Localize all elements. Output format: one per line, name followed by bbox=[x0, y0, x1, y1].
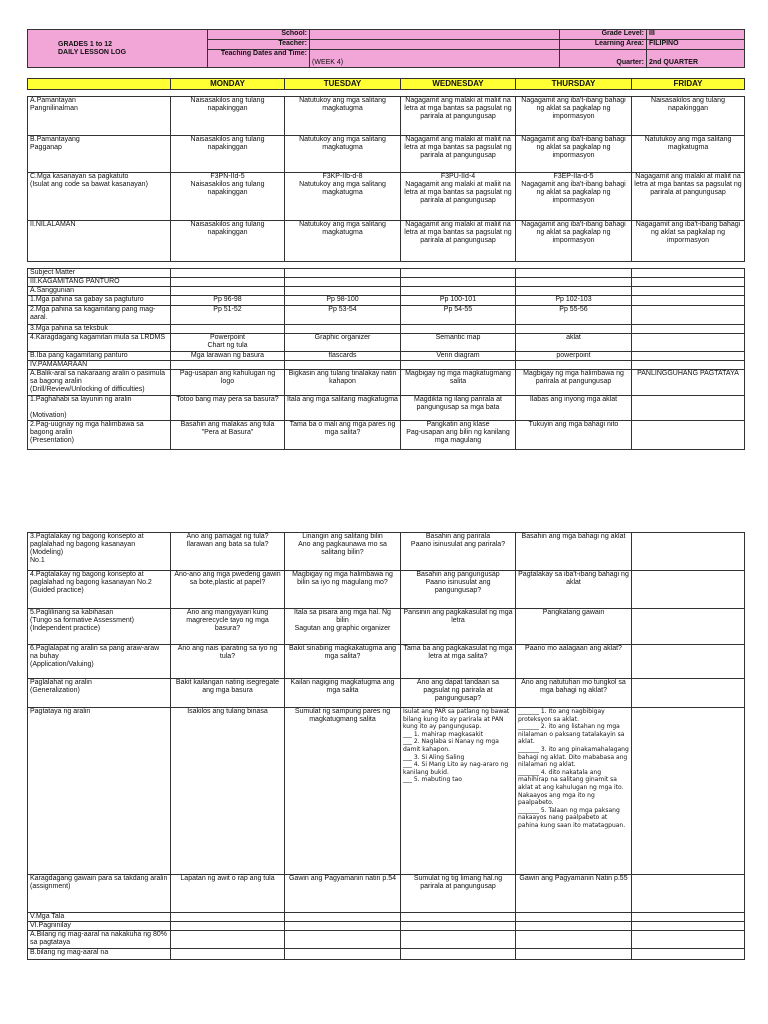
cell-friday bbox=[632, 571, 745, 609]
cell-tuesday: Bigkasin ang tulang tinalakay natin kahapon bbox=[285, 370, 401, 396]
cell-monday: Naisasakilos ang tulang napakinggan bbox=[171, 97, 285, 136]
cell-tuesday: flascards bbox=[285, 352, 401, 361]
cell-tuesday: Bakit sinabing magkakatugma ang mga salita? bbox=[285, 645, 401, 679]
resources-section bbox=[27, 268, 744, 450]
cell-thursday bbox=[516, 325, 632, 334]
resources-row bbox=[28, 361, 745, 370]
objectives-row bbox=[28, 97, 745, 136]
cell-thursday: Magbigay ng mga halimbawa ng parirala at pangungusap bbox=[516, 370, 632, 396]
resources-row bbox=[28, 370, 745, 396]
cell-tuesday: Graphic organizer bbox=[285, 334, 401, 352]
cell-monday: Pp 51-52 bbox=[171, 306, 285, 325]
cell-thursday bbox=[516, 361, 632, 370]
cell-friday bbox=[632, 609, 745, 645]
cell-thursday: powerpoint bbox=[516, 352, 632, 361]
cell-monday bbox=[171, 325, 285, 334]
cell-wednesday: Nagagamit ang malaki at maliit na letra at mga bantas sa pagsulat ng parirala at pangungusap bbox=[401, 221, 516, 262]
cell-thursday: aklat bbox=[516, 334, 632, 352]
procedures-row bbox=[28, 645, 745, 679]
cell-monday bbox=[171, 278, 285, 287]
objectives-row bbox=[28, 221, 745, 262]
cell-wednesday bbox=[401, 278, 516, 287]
teacher-value bbox=[310, 40, 560, 50]
cell-monday bbox=[171, 269, 285, 278]
cell-friday bbox=[632, 708, 745, 875]
cell-monday bbox=[171, 287, 285, 296]
row-label: 2.Mga pahina sa kagamitang pang mag-aaral. bbox=[28, 306, 171, 325]
row-label: 4.Karagdagang kagamitan mula sa LRDMS bbox=[28, 334, 171, 352]
row-label: 5.Paglilinang sa kabihasan (Tungo sa formative Assessment) (Independent practice) bbox=[28, 609, 171, 645]
cell-wednesday: Pp 100-101 bbox=[401, 296, 516, 306]
cell-thursday bbox=[516, 269, 632, 278]
row-label: A.Bilang ng mag-aaral na nakakuha ng 80% sa pagtataya bbox=[28, 931, 171, 949]
objectives-body bbox=[28, 97, 745, 262]
row-label: A.Sanggunian bbox=[28, 287, 171, 296]
cell-monday: Ano ang pamagat ng tula? Ilarawan ang bata sa tula? bbox=[171, 533, 285, 571]
cell-friday bbox=[632, 949, 745, 960]
cell-tuesday bbox=[285, 325, 401, 334]
cell-wednesday: Tama ba ang pagkakasulat ng mga letra at mga salita? bbox=[401, 645, 516, 679]
area-label: Learning Area: bbox=[560, 40, 647, 50]
grade-label: Grade Level: bbox=[560, 30, 647, 40]
cell-friday bbox=[632, 352, 745, 361]
day-friday: FRIDAY bbox=[632, 79, 745, 90]
day-wednesday: WEDNESDAY bbox=[401, 79, 516, 90]
cell-tuesday: Pp 53-54 bbox=[285, 306, 401, 325]
row-label: V.Mga Tala bbox=[28, 913, 171, 922]
row-label: B.Pamantayang Pagganap bbox=[28, 136, 171, 173]
cell-tuesday bbox=[285, 361, 401, 370]
header-table bbox=[27, 29, 745, 68]
row-label: II.NILALAMAN bbox=[28, 221, 171, 262]
day-tuesday: TUESDAY bbox=[285, 79, 401, 90]
cell-tuesday: Natutukoy ang mga salitang magkatugma bbox=[285, 136, 401, 173]
objectives-section bbox=[27, 96, 744, 262]
header-section bbox=[27, 29, 744, 68]
cell-thursday bbox=[516, 922, 632, 931]
row-label: III.KAGAMITANG PANTURO bbox=[28, 278, 171, 287]
cell-tuesday: Natutukoy ang mga salitang magkatugma bbox=[285, 221, 401, 262]
cell-wednesday: Venn diagram bbox=[401, 352, 516, 361]
cell-monday bbox=[171, 922, 285, 931]
cell-wednesday: Isulat ang PAR sa patlang ng bawat bilang kung ito ay parirala at PAN kung ito ay pangungusap. ___ 1. mahirap magkasakit ___ 2. Naglaba si Nanay ng mga damit kahapon. ___ 3. Si Aling Saling ___ 4. Si Mang Lito ay nag-araro ng kanilang bukid. ___ 5. mabuting tao bbox=[401, 708, 516, 875]
cell-friday bbox=[632, 306, 745, 325]
school-label: School: bbox=[208, 30, 310, 40]
cell-friday bbox=[632, 913, 745, 922]
procedures-row bbox=[28, 875, 745, 913]
cell-thursday bbox=[516, 931, 632, 949]
resources-body bbox=[28, 269, 745, 450]
cell-wednesday: Pp 54-55 bbox=[401, 306, 516, 325]
row-label: Pagtataya ng aralin bbox=[28, 708, 171, 875]
cell-friday: Natutukoy ang mga salitang magkatugma bbox=[632, 136, 745, 173]
cell-monday: Lapatan ng awit o rap ang tula bbox=[171, 875, 285, 913]
quarter-label: Quarter: bbox=[560, 50, 647, 68]
cell-friday bbox=[632, 396, 745, 421]
procedures-row bbox=[28, 922, 745, 931]
row-label: 2.Pag-uugnay ng mga halimbawa sa bagong aralin (Presentation) bbox=[28, 421, 171, 450]
cell-wednesday: Pansinin ang pagkakasulat ng mga letra bbox=[401, 609, 516, 645]
cell-friday bbox=[632, 287, 745, 296]
cell-monday: Ano ang nais iparating sa iyo ng tula? bbox=[171, 645, 285, 679]
cell-monday: Naisasakilos ang tulang napakinggan bbox=[171, 136, 285, 173]
objectives-row bbox=[28, 173, 745, 221]
cell-friday bbox=[632, 325, 745, 334]
objectives-row bbox=[28, 136, 745, 173]
procedures-table bbox=[27, 532, 745, 960]
cell-wednesday: Sumulat ng tig limang hal.ng parirala at pangungusap bbox=[401, 875, 516, 913]
cell-tuesday bbox=[285, 913, 401, 922]
procedures-row bbox=[28, 571, 745, 609]
cell-tuesday bbox=[285, 949, 401, 960]
cell-thursday: Pp 102-103 bbox=[516, 296, 632, 306]
cell-tuesday: Pp 98-100 bbox=[285, 296, 401, 306]
cell-thursday: Ilabas ang inyong mga aklat bbox=[516, 396, 632, 421]
procedures-row bbox=[28, 679, 745, 708]
row-label: 4.Pagtalakay ng bagong konsepto at paglalahad ng bagong kasanayan No.2 (Guided practice) bbox=[28, 571, 171, 609]
cell-friday: Nagagamit ang malaki at maliit na letra at mga bantas sa pagsulat ng parirala at pangungusap bbox=[632, 173, 745, 221]
cell-wednesday: Nagagamit ang malaki at maliit na letra at mga bantas sa pagsulat ng parirala at pangungusap bbox=[401, 97, 516, 136]
cell-monday: Naisasakilos ang tulang napakinggan bbox=[171, 221, 285, 262]
row-label: 1.Paghahabi sa layunin ng aralin (Motivation) bbox=[28, 396, 171, 421]
cell-thursday: Pangkatang gawain bbox=[516, 609, 632, 645]
cell-friday bbox=[632, 922, 745, 931]
log-title bbox=[28, 30, 208, 68]
cell-tuesday bbox=[285, 922, 401, 931]
resources-row bbox=[28, 352, 745, 361]
resources-row bbox=[28, 325, 745, 334]
cell-wednesday: Semantic map bbox=[401, 334, 516, 352]
cell-tuesday bbox=[285, 287, 401, 296]
cell-tuesday: Magbigay ng mga halimbawa ng bilin sa iyo ng magulang mo? bbox=[285, 571, 401, 609]
cell-tuesday: Linangin ang salitang bilin Ano ang pagkaunawa mo sa salitang bilin? bbox=[285, 533, 401, 571]
cell-thursday: Nagagamit ang iba't-ibang bahagi ng aklat sa pagkalap ng impormasyon bbox=[516, 221, 632, 262]
cell-thursday: Nagagamit ang iba't-ibang bahagi ng aklat sa pagkalap ng impormasyon bbox=[516, 136, 632, 173]
cell-wednesday: Pangkatin ang klase Pag-usapan ang bilin ng kanilang mga magulang bbox=[401, 421, 516, 450]
row-label: Karagdagang gawain para sa takdang aralin (assignment) bbox=[28, 875, 171, 913]
row-label: 3.Mga pahina sa teksbuk bbox=[28, 325, 171, 334]
resources-row bbox=[28, 278, 745, 287]
cell-wednesday: Ano ang dapat tandaan sa pagsulat ng parirala at pangungusap? bbox=[401, 679, 516, 708]
row-label: A.Balik-aral sa nakaraang aralin o pasimula sa bagong aralin (Drill/Review/Unlocking of difficulties) bbox=[28, 370, 171, 396]
cell-tuesday: Gawin ang Pagyamanin natin p.54 bbox=[285, 875, 401, 913]
row-label: 1.Mga pahina sa gabay sa pagtuturo bbox=[28, 296, 171, 306]
cell-friday bbox=[632, 278, 745, 287]
cell-thursday: Nagagamit ang iba't-ibang bahagi ng aklat sa pagkalap ng impormasyon bbox=[516, 97, 632, 136]
procedures-row bbox=[28, 708, 745, 875]
cell-monday: Mga larawan ng basura bbox=[171, 352, 285, 361]
cell-thursday: Ano ang natutuhan mo tungkol sa mga bahagi ng aklat? bbox=[516, 679, 632, 708]
cell-wednesday: Nagagamit ang malaki at maliit na letra at mga bantas sa pagsulat ng parirala at pangungusap bbox=[401, 136, 516, 173]
school-value bbox=[310, 30, 560, 40]
resources-row bbox=[28, 421, 745, 450]
procedures-row bbox=[28, 931, 745, 949]
cell-friday bbox=[632, 679, 745, 708]
cell-monday bbox=[171, 949, 285, 960]
procedures-row bbox=[28, 533, 745, 571]
days-table bbox=[27, 78, 745, 90]
cell-monday: Powerpoint Chart ng tula bbox=[171, 334, 285, 352]
row-label: IV.PAMAMARAAN bbox=[28, 361, 171, 370]
cell-wednesday: Magdikta ng ilang parirala at pangungusap sa mga bata bbox=[401, 396, 516, 421]
row-label: A.Pamantayan Pangnilinalman bbox=[28, 97, 171, 136]
cell-wednesday bbox=[401, 922, 516, 931]
cell-monday: Ano ang mangyayari kung magrerecycle tayo ng mga basura? bbox=[171, 609, 285, 645]
cell-tuesday bbox=[285, 931, 401, 949]
cell-wednesday bbox=[401, 361, 516, 370]
cell-tuesday: Itala sa pisara ang mga hal. Ng bilin Sagutan ang graphic organizer bbox=[285, 609, 401, 645]
cell-wednesday bbox=[401, 325, 516, 334]
resources-table bbox=[27, 268, 745, 450]
cell-tuesday: Sumulat ng sampung pares ng magkatugmang salita bbox=[285, 708, 401, 875]
resources-row bbox=[28, 287, 745, 296]
day-monday: MONDAY bbox=[171, 79, 285, 90]
cell-monday bbox=[171, 913, 285, 922]
cell-tuesday bbox=[285, 269, 401, 278]
cell-tuesday: Natutukoy ang mga salitang magkatugma bbox=[285, 97, 401, 136]
cell-thursday: F3EP-IIa-d-5 Nagagamit ang iba't-ibang bahagi ng aklat sa pagkalap ng impormasyon bbox=[516, 173, 632, 221]
cell-wednesday bbox=[401, 949, 516, 960]
cell-tuesday: Itala ang mga salitang magkatugma bbox=[285, 396, 401, 421]
cell-friday: PANLINGGUHANG PAGTATAYA bbox=[632, 370, 745, 396]
cell-thursday: Basahin ang mga bahagi ng aklat bbox=[516, 533, 632, 571]
cell-thursday bbox=[516, 913, 632, 922]
resources-row bbox=[28, 306, 745, 325]
cell-wednesday: F3PU-IId-4 Nagagamit ang malaki at maliit na letra at mga bantas sa pagsulat ng parirala at pangungusap bbox=[401, 173, 516, 221]
row-label: Subject Matter bbox=[28, 269, 171, 278]
resources-row bbox=[28, 396, 745, 421]
cell-thursday bbox=[516, 949, 632, 960]
cell-wednesday: Basahin ang parirala Paano isinusulat ang parirala? bbox=[401, 533, 516, 571]
cell-thursday bbox=[516, 278, 632, 287]
resources-row bbox=[28, 334, 745, 352]
cell-thursday: Gawin ang Pagyamanin Natin p.55 bbox=[516, 875, 632, 913]
days-section bbox=[27, 78, 744, 90]
cell-tuesday: F3KP-IIb-d-8 Natutukoy ang mga salitang magkatugma bbox=[285, 173, 401, 221]
procedures-row bbox=[28, 949, 745, 960]
row-label: 6.Paglalapat ng aralin sa pang araw-araw na buhay (Application/Valuing) bbox=[28, 645, 171, 679]
cell-monday: Isakilos ang tulang binasa bbox=[171, 708, 285, 875]
cell-friday bbox=[632, 269, 745, 278]
procedures-row bbox=[28, 913, 745, 922]
objectives-table bbox=[27, 96, 745, 262]
cell-monday bbox=[171, 361, 285, 370]
cell-thursday: Paano mo aalagaan ang aklat? bbox=[516, 645, 632, 679]
cell-friday bbox=[632, 296, 745, 306]
cell-wednesday bbox=[401, 931, 516, 949]
cell-friday bbox=[632, 334, 745, 352]
row-label: B.Iba pang kagamitang panturo bbox=[28, 352, 171, 361]
cell-wednesday bbox=[401, 269, 516, 278]
cell-wednesday: Basahin ang pangungusap Paano isinusulat ang pangungusap? bbox=[401, 571, 516, 609]
cell-friday bbox=[632, 533, 745, 571]
teacher-label: Teacher: bbox=[208, 40, 310, 50]
procedures-body bbox=[28, 533, 745, 960]
cell-thursday: Tukuyin ang mga bahagi nito bbox=[516, 421, 632, 450]
cell-monday: F3PN-IId-5 Naisasakilos ang tulang napakinggan bbox=[171, 173, 285, 221]
cell-monday: Ano-ano ang mga pwedeng gawin sa bote,plastic at papel? bbox=[171, 571, 285, 609]
procedures-section bbox=[27, 532, 744, 960]
cell-thursday: Pp 55-56 bbox=[516, 306, 632, 325]
cell-friday: Nagagamit ang iba't-ibang bahagi ng aklat sa pagkalap ng impormasyon bbox=[632, 221, 745, 262]
row-label: VI.Pagninilay bbox=[28, 922, 171, 931]
cell-friday bbox=[632, 421, 745, 450]
cell-monday: Bakit kailangan nating isegregate ang mga basura bbox=[171, 679, 285, 708]
cell-friday bbox=[632, 875, 745, 913]
area-value: FILIPINO bbox=[647, 40, 745, 50]
quarter-value: 2nd QUARTER bbox=[647, 50, 745, 68]
cell-monday: Totoo bang may pera sa basura? bbox=[171, 396, 285, 421]
row-label: B.bilang ng mag-aaral na bbox=[28, 949, 171, 960]
title-line1: GRADES 1 to 12 bbox=[58, 40, 113, 48]
row-label: 3.Pagtalakay ng bagong konsepto at paglalahad ng bagong kasanayan (Modeling) No.1 bbox=[28, 533, 171, 571]
cell-monday bbox=[171, 931, 285, 949]
procedures-row bbox=[28, 609, 745, 645]
cell-friday bbox=[632, 931, 745, 949]
cell-thursday bbox=[516, 287, 632, 296]
cell-friday: Naisasakilos ang tulang napakinggan bbox=[632, 97, 745, 136]
dates-value: (WEEK 4) bbox=[310, 50, 560, 68]
days-blank bbox=[28, 79, 171, 90]
cell-friday bbox=[632, 361, 745, 370]
grade-value: III bbox=[647, 30, 745, 40]
cell-friday bbox=[632, 645, 745, 679]
cell-wednesday bbox=[401, 287, 516, 296]
cell-tuesday: Kailan nagiging magkatugma ang mga salita bbox=[285, 679, 401, 708]
cell-wednesday: Magbigay ng mga magkatugmang salita bbox=[401, 370, 516, 396]
row-label: Paglalahat ng aralin (Generalization) bbox=[28, 679, 171, 708]
cell-tuesday bbox=[285, 278, 401, 287]
title-line2: DAILY LESSON LOG bbox=[58, 48, 127, 56]
resources-row bbox=[28, 269, 745, 278]
day-thursday: THURSDAY bbox=[516, 79, 632, 90]
cell-tuesday: Tama ba o mali ang mga pares ng mga salita? bbox=[285, 421, 401, 450]
cell-thursday: Pagtalakay sa iba't-ibang bahagi ng aklat bbox=[516, 571, 632, 609]
resources-row bbox=[28, 296, 745, 306]
dates-label: Teaching Dates and Time: bbox=[208, 50, 310, 68]
cell-thursday: _______ 1. Ito ang nagbibigay proteksyon sa aklat. _______ 2. ito ang listahan ng mga nilalaman o paksang tatalakayin sa aklat. _______ 3. ito ang pinakamahalagang bahagi ng aklat. Dito mababasa ang nilalaman ng aklat. _______ 4. dito nakatala ang mahihirap na salitang ginamit sa aklat at ang kahulugan ng mga ito. Nakaayos ang mga ito ng paalpabeto. _______ 5. Talaan ng mga paksang nakaayos nang paalpabeto at pahina kung saan ito matatagpuan. bbox=[516, 708, 632, 875]
cell-monday: Pp 96-98 bbox=[171, 296, 285, 306]
cell-monday: Basahin ang malakas ang tula "Pera at Basura" bbox=[171, 421, 285, 450]
cell-monday: Pag-usapan ang kahulugan ng logo bbox=[171, 370, 285, 396]
cell-wednesday bbox=[401, 913, 516, 922]
row-label: C.Mga kasanayan sa pagkatuto (Isulat ang code sa bawat kasanayan) bbox=[28, 173, 171, 221]
